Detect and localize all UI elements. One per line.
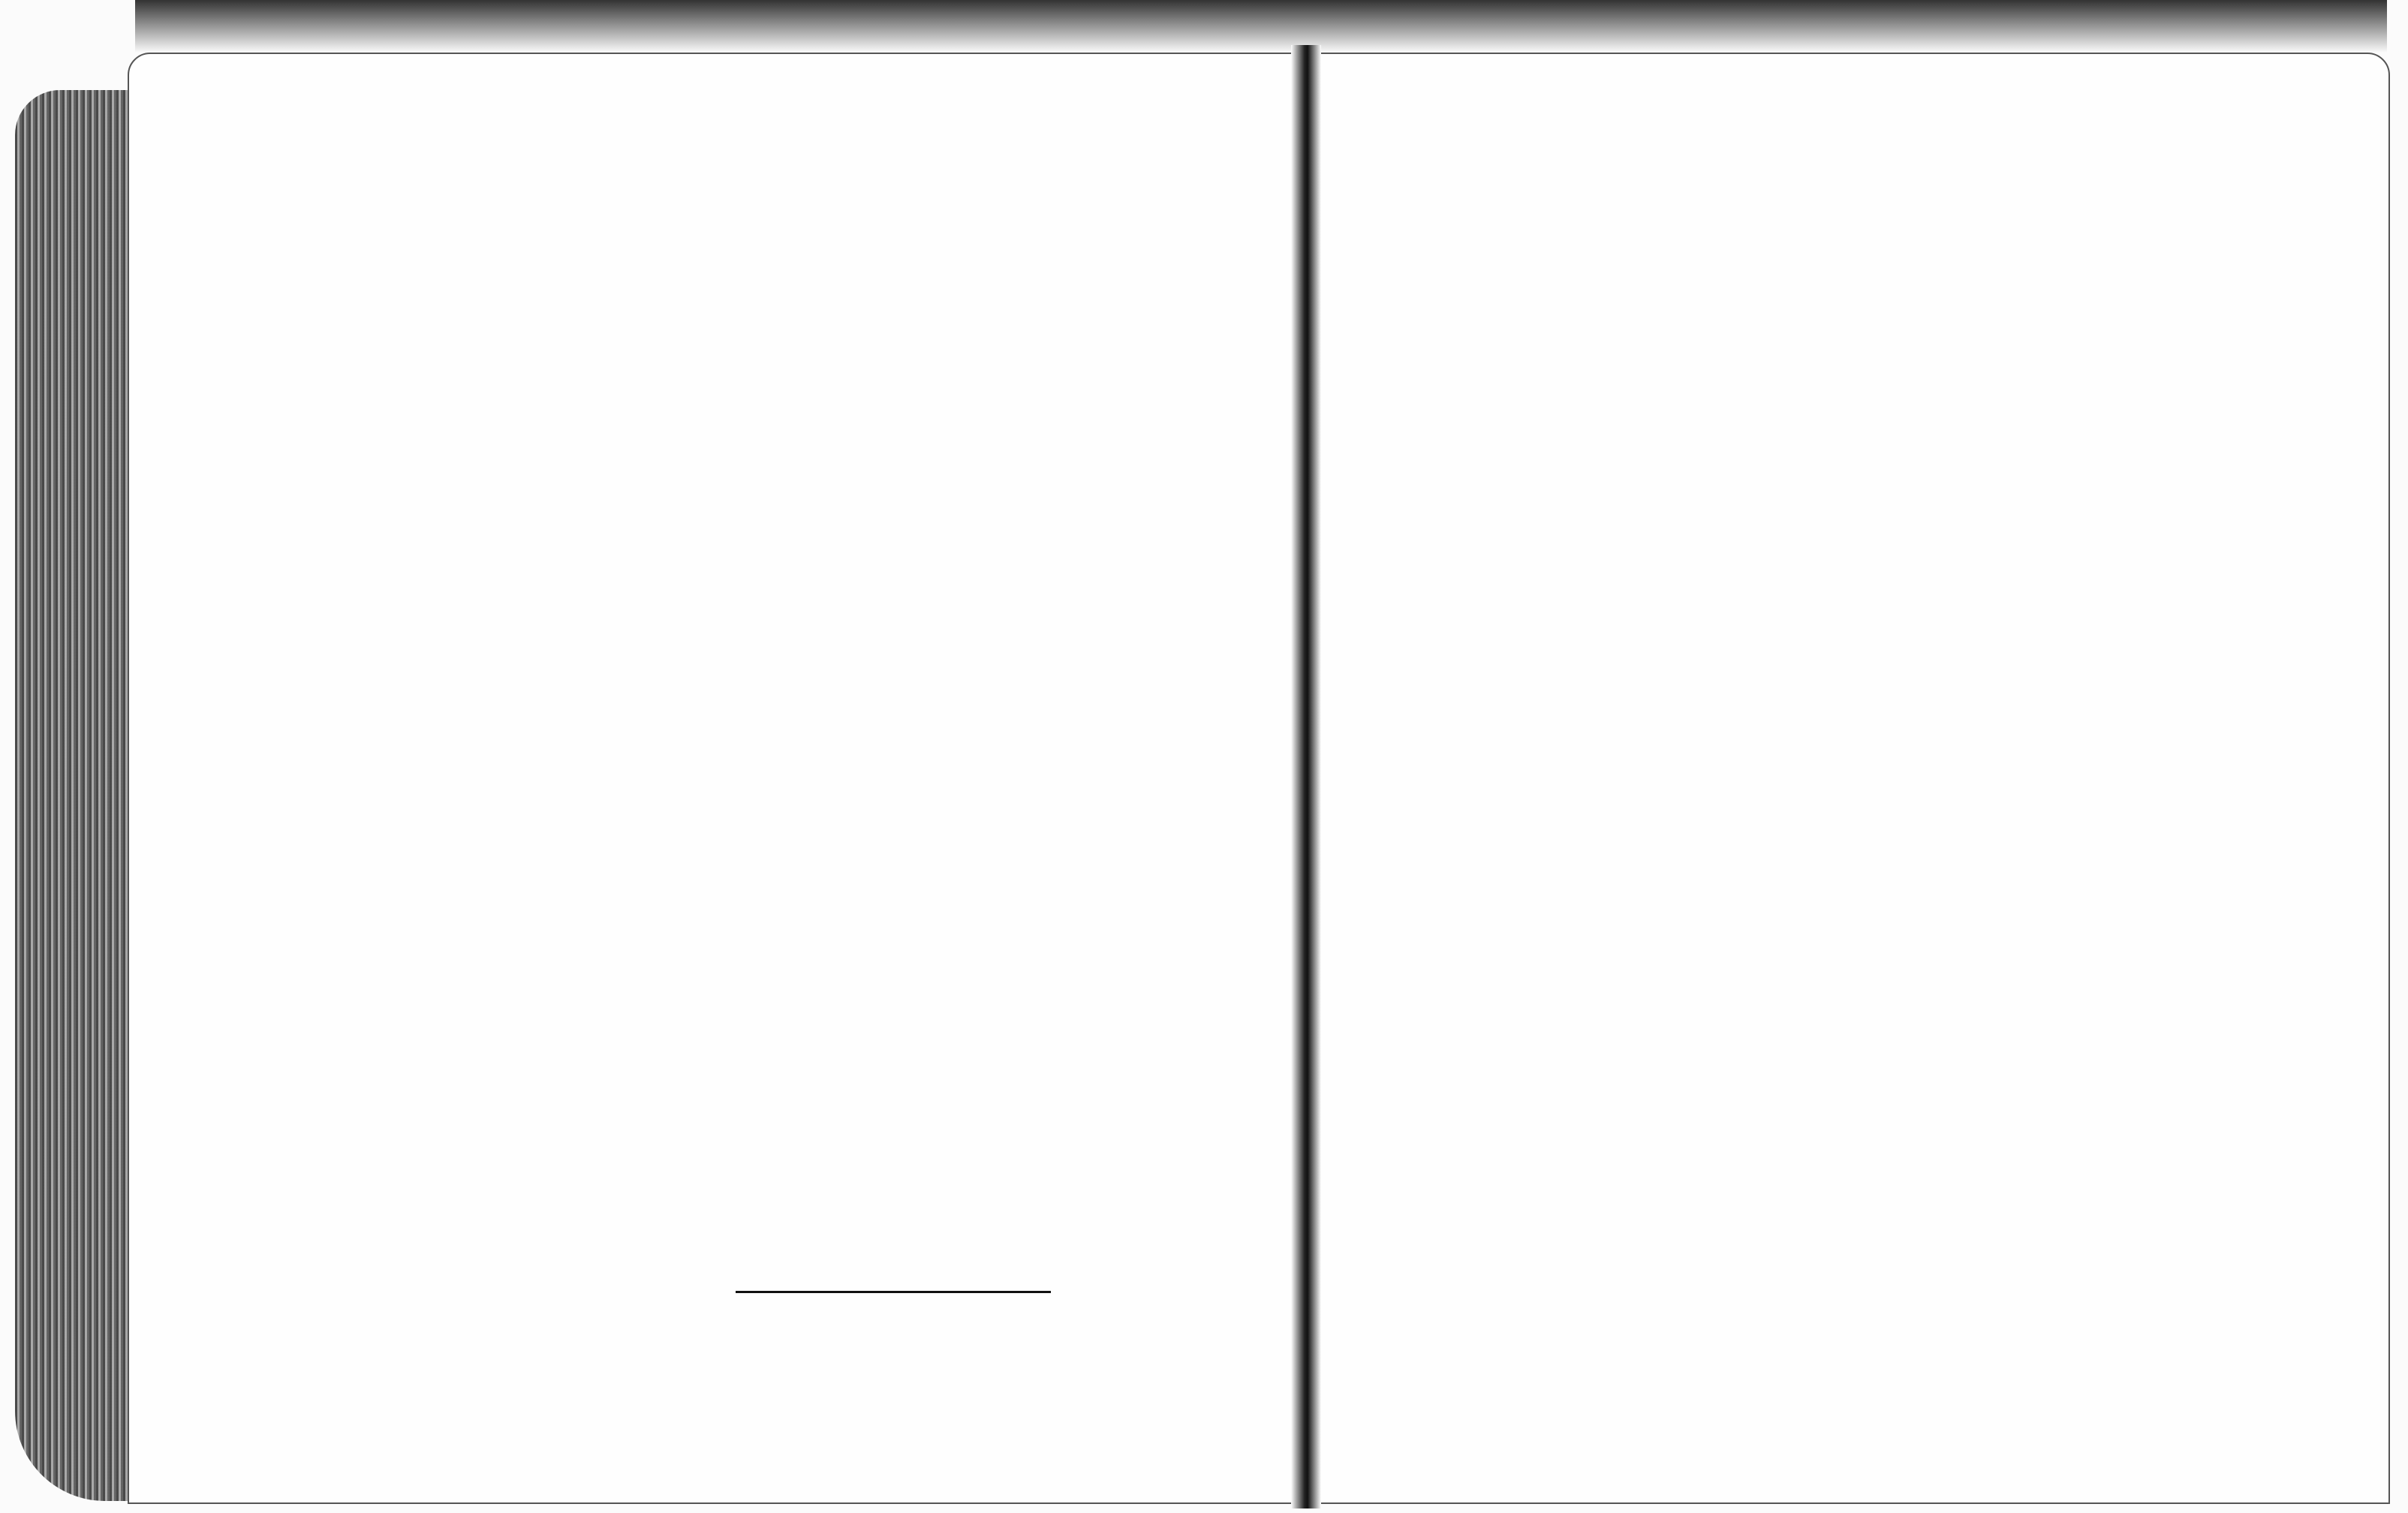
right-page-text — [1344, 191, 2177, 1377]
book-gutter — [1291, 45, 1321, 1508]
left-page-text — [480, 203, 1254, 1298]
scan-top-shadow — [135, 0, 2387, 53]
poem — [533, 1291, 1254, 1298]
book-binding-edge — [15, 90, 128, 1501]
poem-rule — [736, 1291, 1051, 1293]
